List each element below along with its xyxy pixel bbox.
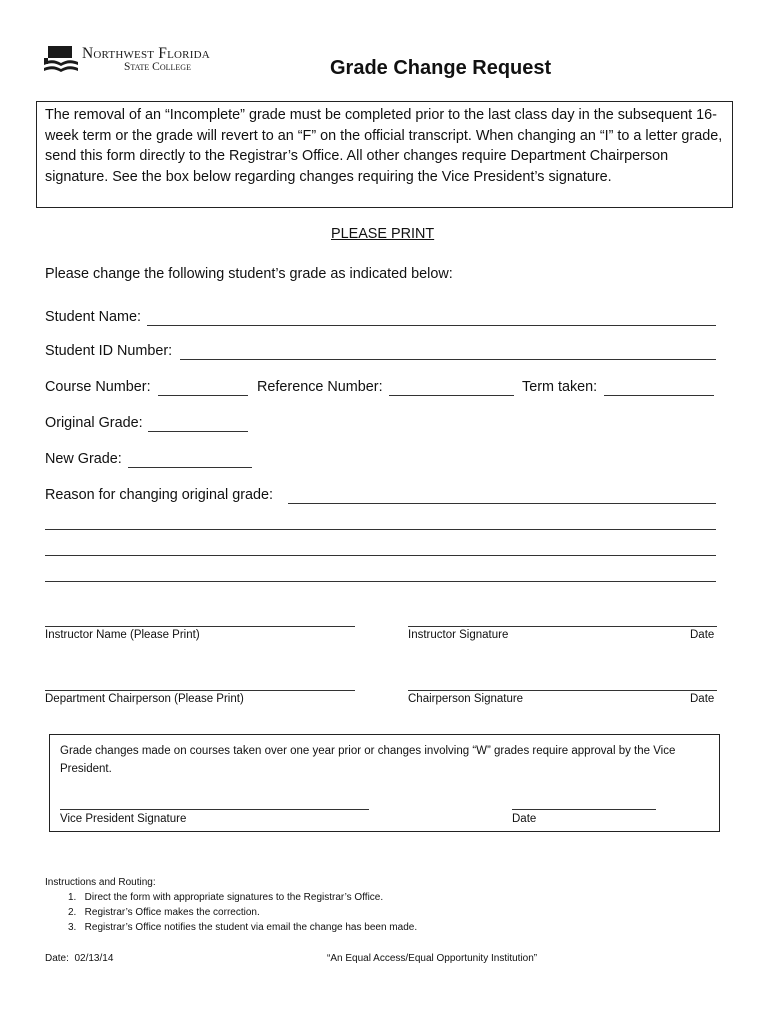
- chair-signature-label: Chairperson Signature: [408, 693, 524, 705]
- chair-name-field[interactable]: [45, 690, 355, 691]
- instructions-heading: Instructions and Routing:: [45, 877, 156, 888]
- course-number-field[interactable]: [158, 395, 248, 396]
- reference-number-field[interactable]: [389, 395, 514, 396]
- reference-number-label: Reference Number:: [257, 379, 383, 395]
- vp-approval-box: [49, 734, 720, 832]
- vp-date-field[interactable]: [512, 809, 656, 810]
- instructor-signature-field[interactable]: [408, 626, 717, 627]
- reason-label: Reason for changing original grade:: [45, 487, 274, 503]
- logo-name-line1: Northwest Florida: [82, 45, 210, 62]
- reason-field-line-1[interactable]: [288, 503, 716, 504]
- page-title: Grade Change Request: [330, 57, 552, 79]
- equal-opportunity-motto: “An Equal Access/Equal Opportunity Institution”: [327, 953, 538, 964]
- logo-name-line2: State College: [124, 61, 191, 73]
- please-print-heading: PLEASE PRINT: [331, 226, 435, 242]
- reason-field-line-4[interactable]: [45, 581, 716, 582]
- chair-signature-field[interactable]: [408, 690, 717, 691]
- student-id-field[interactable]: [180, 359, 716, 360]
- term-taken-label: Term taken:: [522, 379, 598, 395]
- reason-field-line-2[interactable]: [45, 529, 716, 530]
- vp-signature-label: Vice President Signature: [60, 813, 187, 825]
- vp-signature-field[interactable]: [60, 809, 369, 810]
- instruction-step-1: 1. Direct the form with appropriate signatures to the Registrar’s Office.: [68, 892, 384, 903]
- instructor-date-label: Date: [690, 629, 715, 641]
- student-id-label: Student ID Number:: [45, 343, 173, 359]
- original-grade-label: Original Grade:: [45, 415, 143, 431]
- revision-date: Date: 02/13/14: [45, 953, 114, 964]
- college-logo: [44, 44, 244, 84]
- new-grade-label: New Grade:: [45, 451, 122, 467]
- term-taken-field[interactable]: [604, 395, 714, 396]
- intro-text: Please change the following student’s grade as indicated below:: [45, 266, 453, 282]
- student-name-label: Student Name:: [45, 309, 141, 325]
- notice-box: [36, 101, 733, 208]
- notice-text: The removal of an “Incomplete” grade must be completed prior to the last class day in the subsequent 16-week term or the grade will revert to an “F” on the official transcript. When changing an “I” to a letter grade, send this form directly to the Registrar’s Office. All other changes require Department Chairperson signature. See the box below regarding changes requiring the Vice President’s signature.: [45, 107, 723, 185]
- vp-date-label: Date: [512, 813, 537, 825]
- new-grade-field[interactable]: [128, 467, 252, 468]
- vp-approval-text: Grade changes made on courses taken over one year prior or changes involving “W” grades require approval by the Vice President.: [60, 745, 676, 775]
- chair-name-label: Department Chairperson (Please Print): [45, 693, 244, 705]
- course-number-label: Course Number:: [45, 379, 151, 395]
- student-name-field[interactable]: [147, 325, 716, 326]
- book-icon: [44, 44, 78, 78]
- reason-field-line-3[interactable]: [45, 555, 716, 556]
- instruction-step-2: 2. Registrar’s Office makes the correction.: [68, 907, 260, 918]
- instruction-step-3: 3. Registrar’s Office notifies the student via email the change has been made.: [68, 922, 418, 933]
- instructor-name-label: Instructor Name (Please Print): [45, 629, 200, 641]
- chair-date-label: Date: [690, 693, 715, 705]
- instructor-name-field[interactable]: [45, 626, 355, 627]
- original-grade-field[interactable]: [148, 431, 248, 432]
- instructor-signature-label: Instructor Signature: [408, 629, 509, 641]
